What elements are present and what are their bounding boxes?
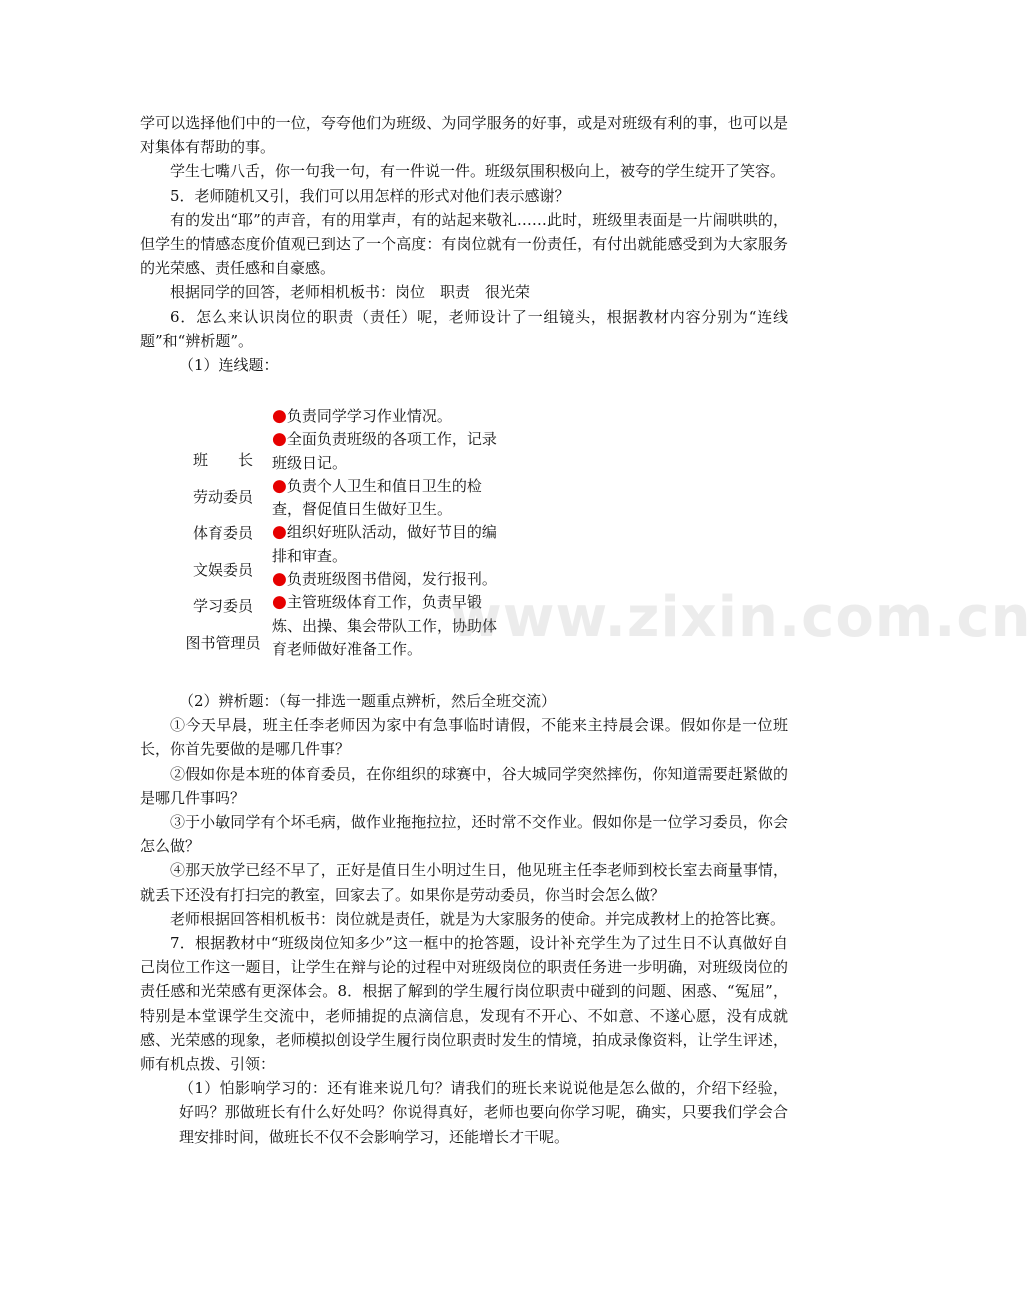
bullet-dot-icon: ● (272, 569, 287, 590)
paragraph: 5．老师随机又引，我们可以用怎样的形式对他们表示感谢？ (170, 186, 570, 205)
duty-text: 主管班级体育工作，负责早锻炼、出操、集会带队工作，协助体育老师做好准备工作。 (272, 593, 498, 658)
paragraph: ③于小敏同学有个坏毛病，做作业拖拖拉拉，还时常不交作业。假如你是一位学习委员，你会怎么做？ (140, 813, 788, 856)
section-heading: （1）连线题： (179, 356, 279, 375)
duty-item (272, 405, 508, 428)
paragraph: ④那天放学已经不早了，正好是值日生小明过生日，他见班主任李老师到校长室去商量事情，就丢下还没有打扫完的教室，回家去了。如果你是劳动委员，你当时会怎么做？ (140, 861, 788, 904)
duty-text: 负责个人卫生和值日卫生的检查，督促值日生做好卫生。 (272, 476, 482, 519)
role-item: 体育委员 (192, 524, 253, 543)
paragraph: 老师根据回答相机板书：岗位就是责任，就是为大家服务的使命。并完成教材上的抢答比赛。 (170, 909, 786, 928)
role-item: 劳动委员 (192, 487, 253, 506)
role-item: 图书管理员 (185, 633, 261, 652)
role-item: 班 长 (192, 451, 253, 469)
paragraph: ②假如你是本班的体育委员，在你组织的球赛中，谷大城同学突然摔伤，你知道需要赶紧做的是哪几件事吗？ (140, 764, 788, 807)
paragraph: 学生七嘴八舌，你一句我一句，有一件说一件。班级氛围积极向上，被夸的学生绽开了笑容。 (170, 162, 786, 181)
duty-text: 负责班级图书借阅，发行报刊。 (286, 570, 497, 589)
duty-item (272, 428, 508, 475)
paragraph: 6．怎么来认识岗位的职责（责任）呢，老师设计了一组镜头，根据教材内容分别为“连线题”和“辨析题”。 (140, 307, 788, 350)
duty-item (272, 521, 508, 568)
upper-text (140, 111, 788, 377)
duty-item (272, 475, 508, 522)
paragraph: 根据同学的回答，老师相机板书：岗位 职责 很光荣 (170, 283, 531, 302)
duty-text: 组织好班队活动，做好节目的编排和审查。 (272, 523, 497, 565)
bullet-dot-icon: ● (272, 406, 287, 426)
paragraph: （1）怕影响学习的：还有谁来说几句？请我们的班长来说说他是怎么做的，介绍下经验，好吗？那做班长有什么好处吗？你说得真好，老师也要向你学习呢，确实，只要我们学会合理安排时间，做班长不仅不会影响学习，还能增长才干呢。 (179, 1079, 788, 1146)
duty-text: 负责同学学习作业情况。 (286, 407, 452, 425)
paragraph: 学可以选择他们中的一位，夸夸他们为班级、为同学服务的好事，或是对班级有利的事，也可以是对集体有帮助的事。 (140, 114, 788, 157)
role-item: 文娱委员 (192, 560, 253, 579)
paragraph: 有的发出“耶”的声音，有的用掌声，有的站起来敬礼……此时，班级里表面是一片闹哄哄的，但学生的情感态度价值观已到达了一个高度：有岗位就有一份责任，有付出就能感受到为大家服务的光荣感、责任感和自豪感。 (140, 210, 788, 278)
role-column (168, 450, 278, 670)
lower-text (140, 689, 788, 1149)
bullet-dot-icon: ● (272, 522, 287, 543)
bullet-dot-icon: ● (272, 429, 287, 450)
bullet-dot-icon: ● (272, 592, 287, 613)
bullet-dot-icon: ● (272, 475, 287, 496)
duty-text: 全面负责班级的各项工作，记录班级日记。 (272, 430, 497, 472)
section-heading: （2）辨析题：（每一排选一题重点辨析，然后全班交流） (179, 692, 557, 710)
paragraph: 7．根据教材中“班级岗位知多少”这一框中的抢答题，设计补充学生为了过生日不认真做好自己岗位工作这一题目，让学生在辩与论的过程中对班级岗位的职责任务进一步明确，对班级岗位的责任感和光荣感有更深体会。8．根据了解到的学生履行岗位职责中碰到的问题、困惑、“冤屈”，特别是本堂课学生交流中，老师捕捉的点滴信息，发现有不开心、不如意、不遂心愿，没有成就感、光荣感的现象，老师模拟创设学生履行岗位职责时发生的情境，拍成录像资料，让学生评述，师有机点拨、引领： (140, 934, 788, 1074)
paragraph: ①今天早晨，班主任李老师因为家中有急事临时请假，不能来主持晨会课。假如你是一位班长，你首先要做的是哪几件事？ (140, 716, 788, 759)
role-item: 学习委员 (192, 597, 253, 616)
watermark: www.zixin.com.cn (450, 585, 1032, 650)
